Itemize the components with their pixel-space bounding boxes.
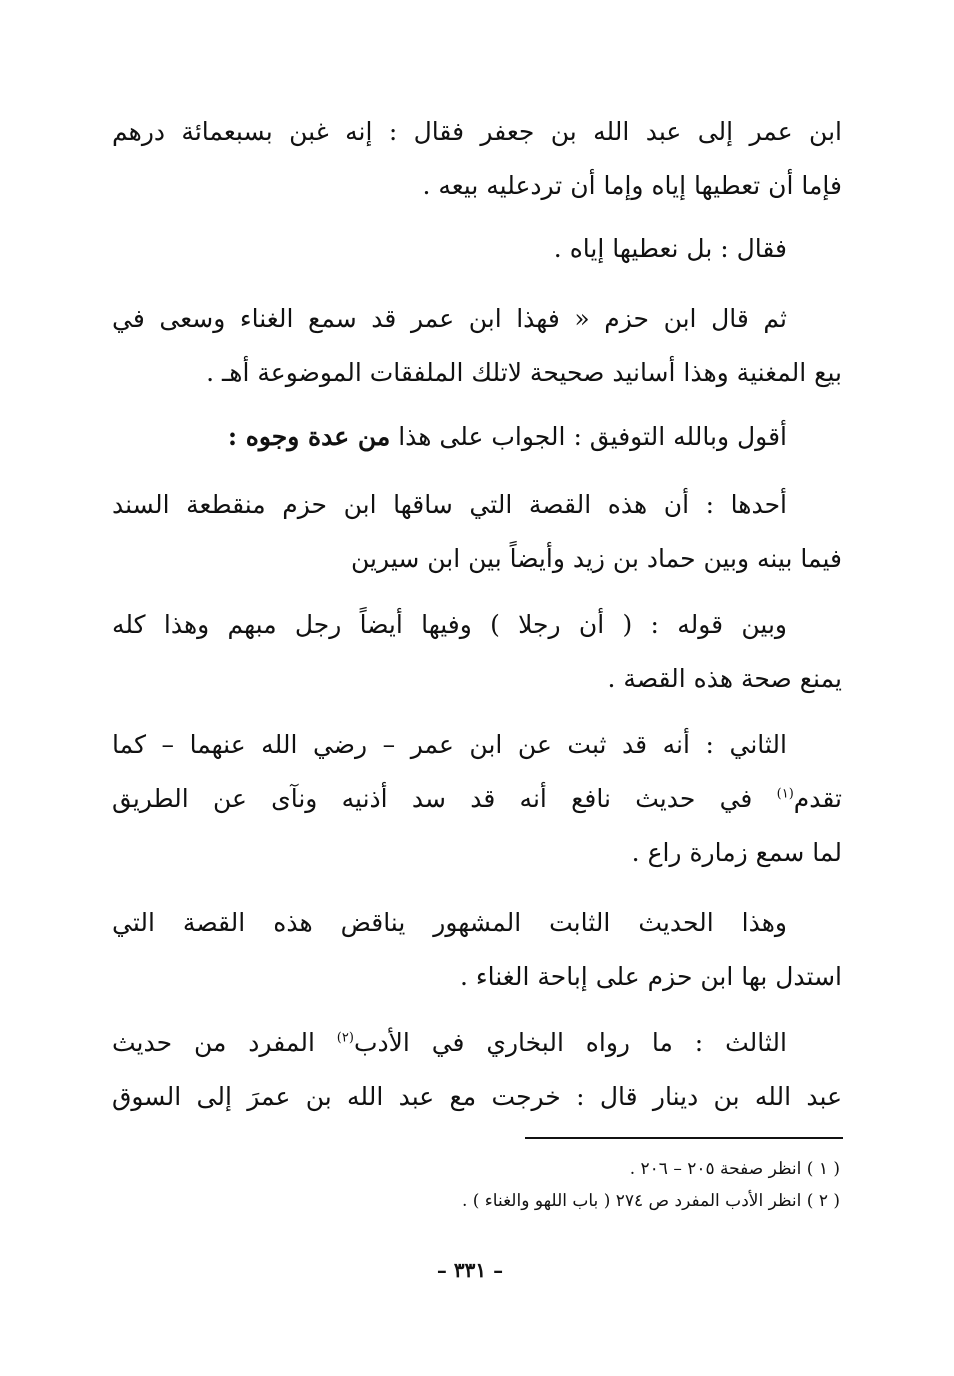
paragraph-9-line-1-start: الثالث : ما رواه البخاري في الأدب xyxy=(353,1028,787,1057)
paragraph-3-line-1: ثم قال ابن حزم « فهذا ابن عمر قد سمع الغناء وسعى في xyxy=(112,304,787,333)
footnote-2: ( ٢ ) انظر الأدب المفرد ص ٢٧٤ ( باب اللهو والغناء ) . xyxy=(461,1191,840,1211)
paragraph-7-line-3: لما سمع زمارة راع . xyxy=(631,838,842,867)
paragraph-8 xyxy=(112,896,842,1004)
paragraph-4 xyxy=(112,410,842,464)
paragraph-8-line-2: استدل بها ابن حزم على إباحة الغناء . xyxy=(459,962,842,991)
paragraph-7-line-2 xyxy=(112,772,842,826)
paragraph-4-normal-text: أقول وبالله التوفيق : الجواب على هذا xyxy=(398,422,787,451)
footnote-separator xyxy=(525,1137,843,1139)
footnote-marker-1: (١) xyxy=(776,786,794,802)
paragraph-3 xyxy=(112,292,842,400)
paragraph-2-line-1: فقال : بل نعطيها إياه . xyxy=(553,234,787,263)
footnote-marker-2: (٢) xyxy=(336,1030,354,1046)
paragraph-7-line-2-start: تقدم xyxy=(793,784,842,813)
paragraph-6 xyxy=(112,598,842,706)
paragraph-1 xyxy=(112,105,842,213)
paragraph-3-line-2: بيع المغنية وهذا أسانيد صحيحة لاتلك الملفقات الموضوعة أهـ . xyxy=(206,358,842,387)
paragraph-1-line-1: ابن عمر إلى عبد الله بن جعفر فقال : إنه غبن بسبعمائة درهم xyxy=(112,117,842,146)
paragraph-9-line-1 xyxy=(112,1016,842,1070)
paragraph-5 xyxy=(112,478,842,586)
paragraph-2 xyxy=(112,222,842,276)
paragraph-6-line-1: وبين قوله : ( أن رجلا ) وفيها أيضاً رجل مبهم وهذا كله xyxy=(112,610,787,639)
paragraph-9-line-1-rest: المفرد من حديث xyxy=(112,1028,315,1057)
footnote-1: ( ١ ) انظر صفحة ٢٠٥ – ٢٠٦ . xyxy=(629,1159,840,1179)
page-number: – ٣٣١ – xyxy=(436,1258,504,1282)
paragraph-5-line-1: أحدها : أن هذه القصة التي ساقها ابن حزم منقطعة السند xyxy=(112,490,787,519)
paragraph-5-line-2: فيما بينه وبين حماد بن زيد وأيضاً بين ابن سيرين xyxy=(351,544,842,573)
paragraph-9-line-2: عبد الله بن دينار قال : خرجت مع عبد الله بن عمرَ إلى السوق xyxy=(112,1082,842,1111)
paragraph-7 xyxy=(112,718,842,880)
paragraph-6-line-2: يمنع صحة هذه القصة . xyxy=(607,664,842,693)
paragraph-4-bold-text: من عدة وجوه : xyxy=(227,422,391,451)
paragraph-1-line-2: فإما أن تعطيها إياه وإما أن تردعليه بيعه . xyxy=(422,171,842,200)
paragraph-7-line-2-rest: في حديث نافع أنه قد سد أذنيه ونآى عن الطريق xyxy=(112,784,753,813)
paragraph-8-line-1: وهذا الحديث الثابت المشهور يناقض هذه القصة التي xyxy=(112,908,787,937)
footnotes xyxy=(300,1153,840,1217)
paragraph-9 xyxy=(112,1016,842,1124)
paragraph-4-line-1 xyxy=(112,410,842,464)
paragraph-7-line-1: الثاني : أنه قد ثبت عن ابن عمر – رضي الله عنهما – كما xyxy=(112,730,787,759)
